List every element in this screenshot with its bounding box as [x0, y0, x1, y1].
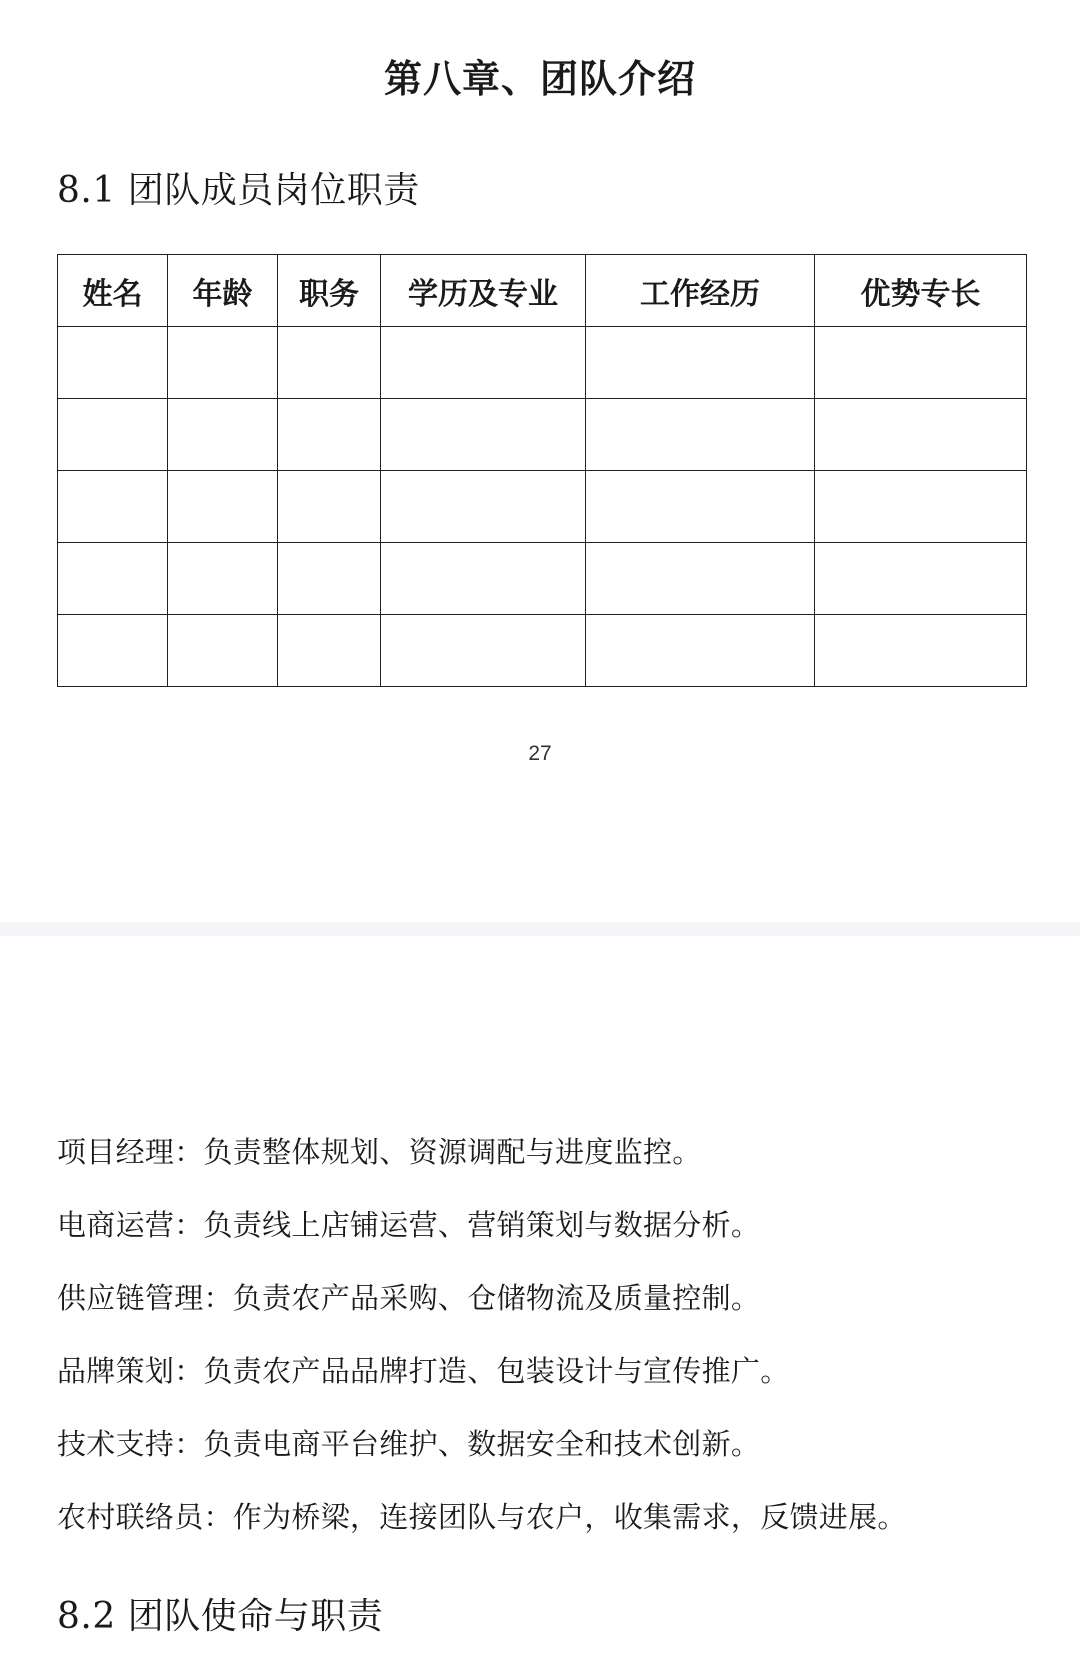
duty-brand-planning: 品牌策划：负责农产品品牌打造、包装设计与宣传推广。	[57, 1354, 790, 1388]
table-cell	[58, 615, 168, 687]
table-cell	[58, 543, 168, 615]
table-cell	[815, 543, 1027, 615]
table-cell	[278, 399, 381, 471]
table-cell	[168, 327, 278, 399]
table-cell	[381, 471, 586, 543]
table-cell	[58, 327, 168, 399]
table-cell	[586, 399, 815, 471]
team-roles-table	[57, 254, 1027, 687]
table-cell	[58, 471, 168, 543]
table-cell	[586, 471, 815, 543]
table-cell	[815, 399, 1027, 471]
table-cell	[586, 327, 815, 399]
table-cell	[381, 543, 586, 615]
section-title-8-2: 8.2 团队使命与职责	[57, 1596, 384, 1637]
table-body	[58, 327, 1027, 687]
table-cell	[815, 615, 1027, 687]
table-cell	[586, 615, 815, 687]
duty-ecommerce-operations: 电商运营：负责线上店铺运营、营销策划与数据分析。	[57, 1208, 761, 1242]
document-page-2	[0, 936, 1080, 1653]
table-cell	[381, 327, 586, 399]
header-name: 姓名	[58, 255, 168, 327]
table-cell	[278, 327, 381, 399]
header-strengths: 优势专长	[815, 255, 1027, 327]
header-age: 年龄	[168, 255, 278, 327]
table-cell	[815, 471, 1027, 543]
table-cell	[58, 399, 168, 471]
page-number: 27	[528, 742, 552, 765]
chapter-title: 第八章、团队介绍	[383, 57, 696, 101]
table-header-row	[58, 255, 1027, 327]
duties-list	[57, 1116, 907, 1554]
table-cell	[278, 615, 381, 687]
header-position: 职务	[278, 255, 381, 327]
table-row	[58, 615, 1027, 687]
table-cell	[381, 615, 586, 687]
duty-technical-support: 技术支持：负责电商平台维护、数据安全和技术创新。	[57, 1427, 761, 1461]
header-education-major: 学历及专业	[381, 255, 586, 327]
table-row	[58, 327, 1027, 399]
duty-supply-chain: 供应链管理：负责农产品采购、仓储物流及质量控制。	[57, 1281, 761, 1315]
table-cell	[278, 471, 381, 543]
table-cell	[278, 543, 381, 615]
table-row	[58, 399, 1027, 471]
table-cell	[168, 399, 278, 471]
table-row	[58, 471, 1027, 543]
table-cell	[168, 543, 278, 615]
duty-project-manager: 项目经理：负责整体规划、资源调配与进度监控。	[57, 1135, 702, 1169]
table-cell	[815, 327, 1027, 399]
header-work-experience: 工作经历	[586, 255, 815, 327]
page-separator	[0, 922, 1080, 936]
table-cell	[586, 543, 815, 615]
table-row	[58, 543, 1027, 615]
section-title-8-1: 8.1 团队成员岗位职责	[57, 170, 420, 211]
duty-rural-liaison: 农村联络员：作为桥梁，连接团队与农户，收集需求，反馈进展。	[57, 1500, 907, 1534]
table-cell	[168, 471, 278, 543]
table-cell	[381, 399, 586, 471]
table-cell	[168, 615, 278, 687]
